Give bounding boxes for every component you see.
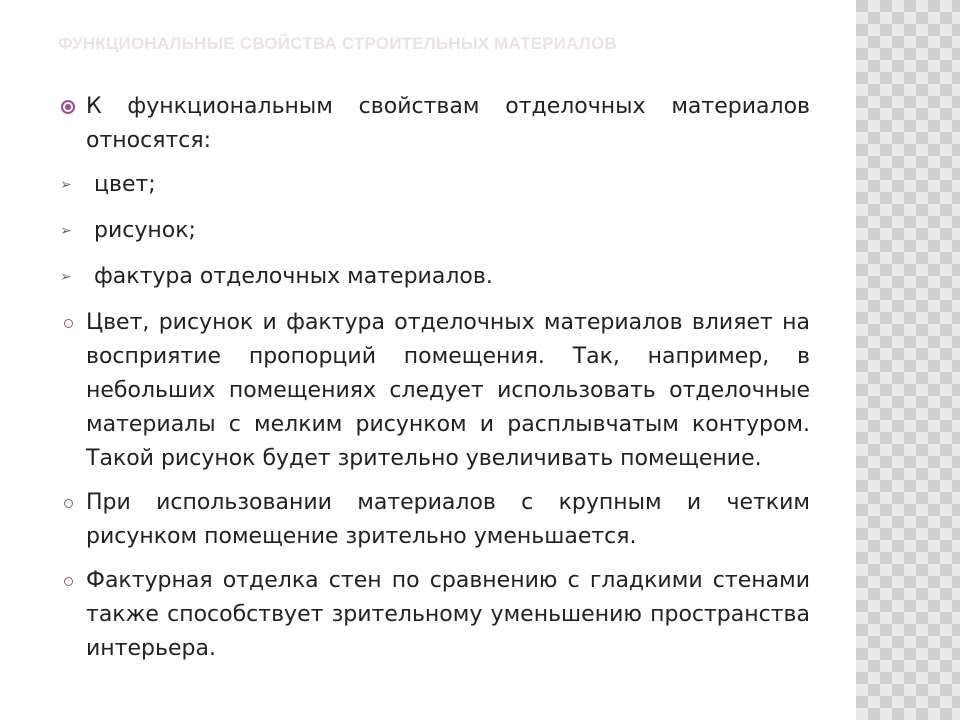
list-item-text: фактура отделочных материалов. — [94, 264, 493, 289]
list-item-text: При использовании материалов с крупным и четким рисунком помещение зрительно уменьшается. — [86, 490, 810, 549]
target-bullet-icon — [61, 100, 75, 114]
list-item-text: Цвет, рисунок и фактура отделочных материалов влияет на восприятие пропорций помещения. Так, например, в небольших помещениях следует использовать отделочные материалы с мелким рисунком и расплывчатым контуром. Такой рисунок будет зрительно увеличивать помещение. — [86, 310, 810, 471]
list-item — [56, 260, 810, 294]
ring-bullet-icon — [64, 499, 73, 508]
list-item — [56, 306, 810, 476]
arrow-bullet-icon: ➢ — [60, 223, 72, 239]
list-item — [56, 168, 810, 202]
slide-title: ФУНКЦИОНАЛЬНЫЕ СВОЙСТВА СТРОИТЕЛЬНЫХ МАТЕРИАЛОВ — [58, 34, 617, 53]
list-item — [56, 90, 810, 158]
list-item — [56, 214, 810, 248]
decorative-side-panel — [856, 0, 960, 720]
list-item — [56, 564, 810, 666]
list-item-text: рисунок; — [94, 218, 196, 243]
list-item-text: К функциональным свойствам отделочных материалов относятся: — [86, 94, 810, 153]
list-item-text: цвет; — [94, 172, 156, 197]
ring-bullet-icon — [64, 319, 73, 328]
arrow-bullet-icon: ➢ — [60, 177, 72, 193]
list-item-text: Фактурная отделка стен по сравнению с гладкими стенами также способствует зрительному уменьшению пространства интерьера. — [86, 568, 810, 661]
list-item — [56, 486, 810, 554]
arrow-bullet-icon: ➢ — [60, 269, 72, 285]
bullet-list — [56, 90, 810, 676]
ring-bullet-icon — [64, 577, 73, 586]
